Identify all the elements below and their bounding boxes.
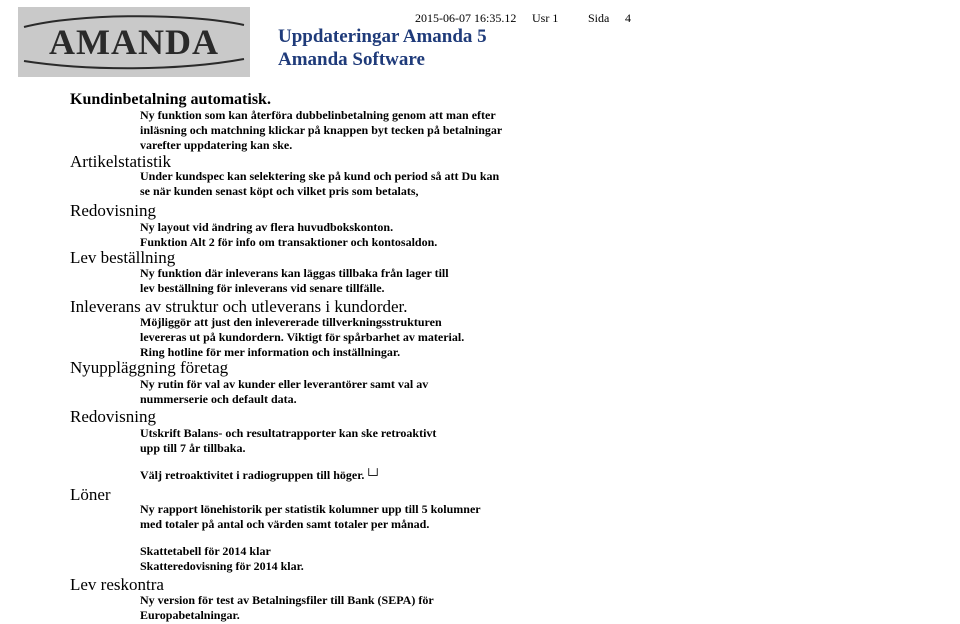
body-line: Ny version för test av Betalningsfiler till Bank (SEPA) för: [140, 593, 434, 607]
section-heading: Inleverans av struktur och utleverans i kundorder.: [70, 297, 408, 316]
header-datetime: 2015-06-07 16:35.12: [415, 11, 517, 25]
body-line: lev beställning för inleverans vid senare tillfälle.: [140, 281, 385, 295]
section-body: [140, 502, 481, 532]
logo-text: AMANDA: [49, 22, 219, 62]
body-line: Skattetabell för 2014 klar: [140, 544, 271, 558]
body-line: Ny funktion som kan återföra dubbelinbetalning genom att man efter: [140, 108, 496, 122]
body-line: inläsning och matchning klickar på knappen byt tecken på betalningar: [140, 123, 503, 137]
body-line: Europabetalningar.: [140, 608, 240, 622]
body-line: Ring hotline för mer information och inställningar.: [140, 345, 401, 359]
body-line: Under kundspec kan selektering ske på kund och period så att Du kan: [140, 169, 500, 183]
body-line: Välj retroaktivitet i radiogruppen till höger.└┘: [140, 468, 382, 482]
body-line: Skatteredovisning för 2014 klar.: [140, 559, 304, 573]
header-page-number: 4: [625, 11, 631, 25]
body-line: varefter uppdatering kan ske.: [140, 138, 293, 152]
section-heading: Kundinbetalning automatisk.: [70, 91, 271, 108]
logo-graphic: [18, 7, 250, 77]
body-line: nummerserie och default data.: [140, 392, 297, 406]
body-line: upp till 7 år tillbaka.: [140, 441, 246, 455]
body-line: Möjliggör att just den inlevererade tillverkningsstrukturen: [140, 315, 442, 329]
header-page-label: Sida: [588, 11, 610, 25]
section-body: [140, 426, 436, 456]
section-body: [140, 468, 381, 483]
document-subtitle: Amanda Software: [278, 49, 425, 70]
body-line: Ny layout vid ändring av flera huvudbokskonton.: [140, 220, 394, 234]
section-heading: Löner: [70, 485, 111, 504]
section-body: [140, 377, 428, 407]
section-body: [140, 108, 502, 153]
body-line: Utskrift Balans- och resultatrapporter kan ske retroaktivt: [140, 426, 437, 440]
section-body: [140, 593, 434, 623]
section-heading: Lev reskontra: [70, 575, 164, 594]
section-body: [140, 220, 437, 250]
body-line: se när kunden senast köpt och vilket pris som betalats,: [140, 184, 419, 198]
section-body: [140, 544, 304, 574]
section-heading: Artikelstatistik: [70, 152, 172, 171]
body-line: Ny funktion där inleverans kan läggas tillbaka från lager till: [140, 266, 449, 280]
section-heading: Lev beställning: [70, 248, 176, 267]
header-user: Usr 1: [532, 11, 559, 25]
body-line: levereras ut på kundordern. Viktigt för spårbarhet av material.: [140, 330, 465, 344]
body-line: Ny rapport lönehistorik per statistik kolumner upp till 5 kolumner: [140, 502, 481, 516]
amanda-logo: [18, 7, 250, 77]
section-heading: Nyuppläggning företag: [70, 358, 229, 377]
body-line: Funktion Alt 2 för info om transaktioner och kontosaldon.: [140, 235, 438, 249]
section-body: [140, 266, 449, 296]
body-line: Ny rutin för val av kunder eller leverantörer samt val av: [140, 377, 429, 391]
body-line: med totaler på antal och värden samt totaler per månad.: [140, 517, 430, 531]
document-title: Uppdateringar Amanda 5: [278, 26, 487, 47]
section-body: [140, 169, 499, 199]
section-heading: Redovisning: [70, 201, 156, 220]
section-body: [140, 315, 464, 360]
section-heading: Redovisning: [70, 407, 156, 426]
